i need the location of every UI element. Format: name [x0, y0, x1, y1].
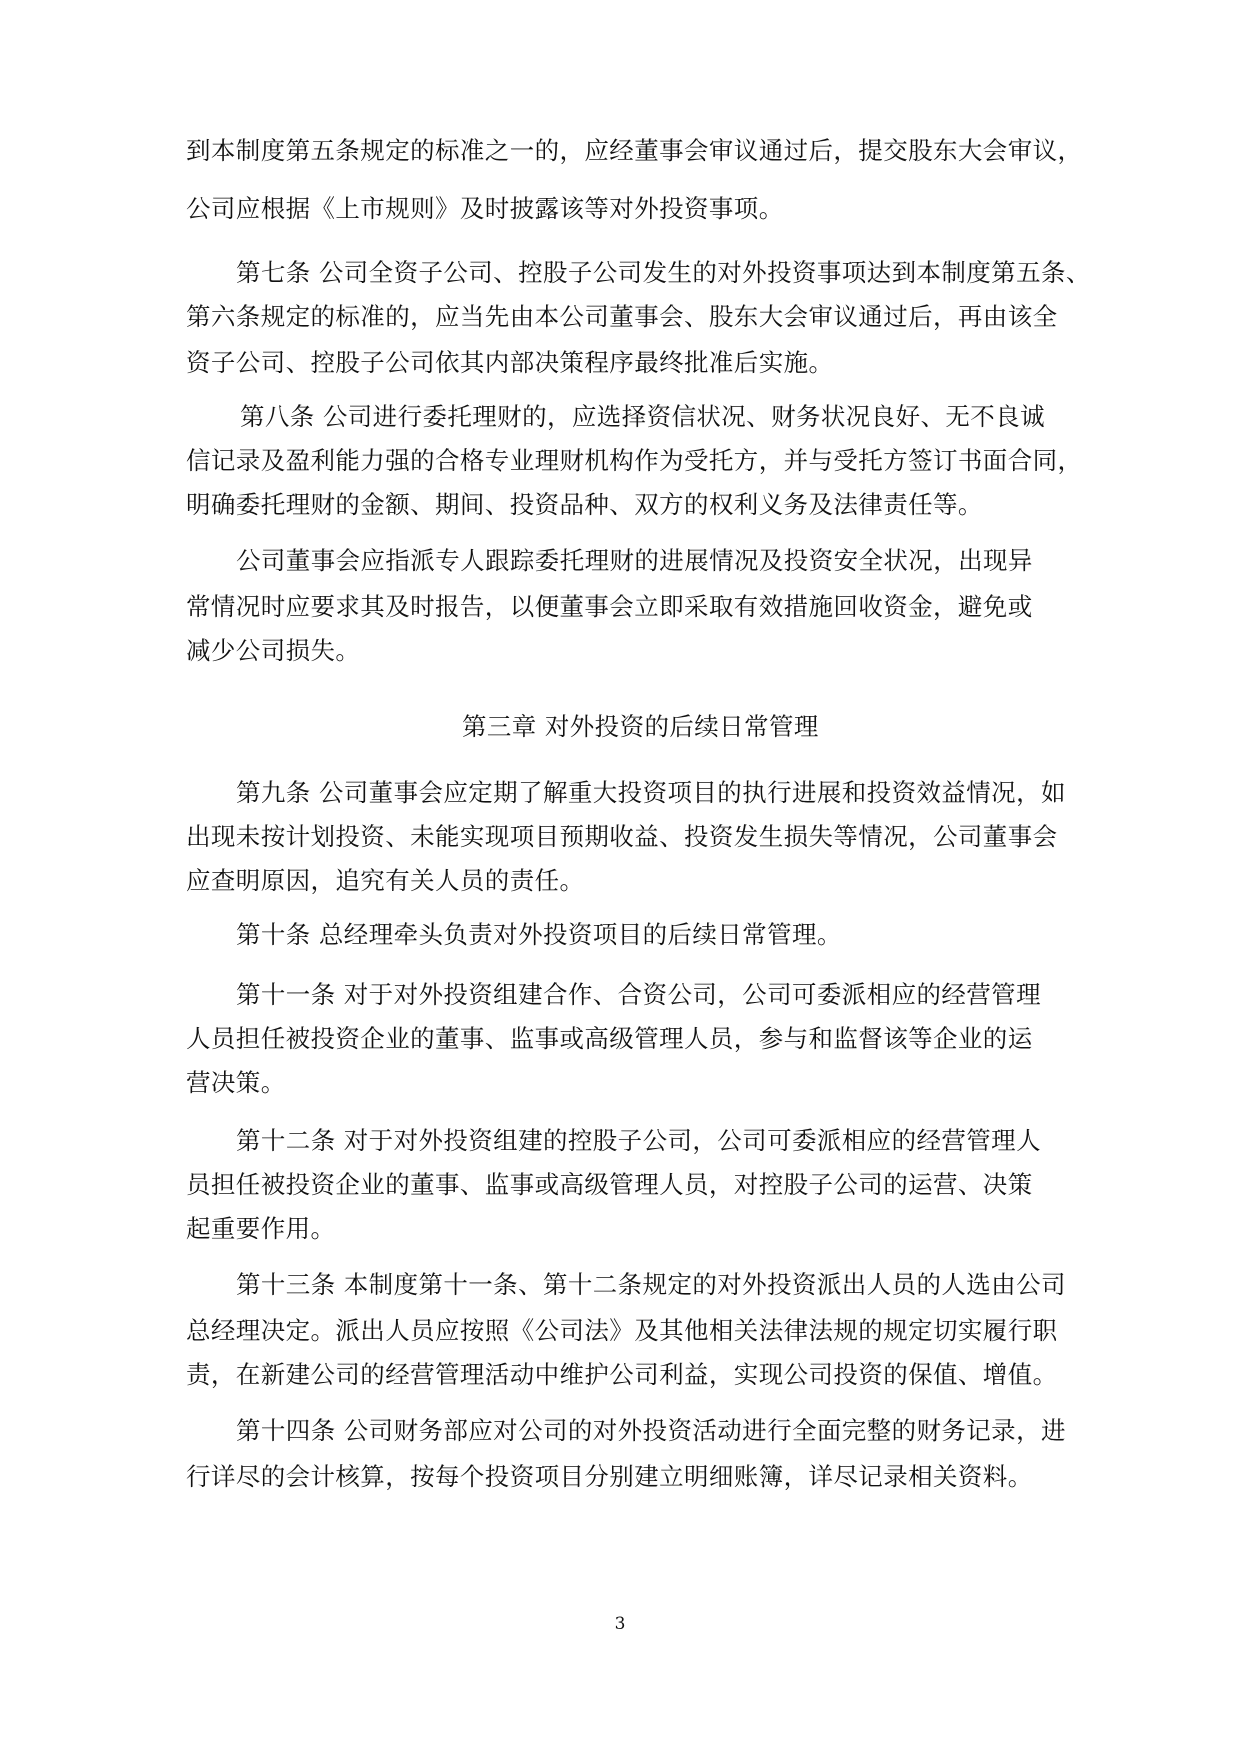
article-8-line: 第八条 公司进行委托理财的，应选择资信状况、财务状况良好、无不良诚 [240, 402, 1045, 431]
article-12-line: 员担任被投资企业的董事、监事或高级管理人员，对控股子公司的运营、决策 [186, 1170, 1033, 1199]
article-9-line: 应查明原因，追究有关人员的责任。 [186, 866, 585, 895]
article-9-line: 第九条 公司董事会应定期了解重大投资项目的执行进展和投资效益情况，如 [236, 778, 1066, 807]
paragraph-line: 公司应根据《上市规则》及时披露该等对外投资事项。 [186, 194, 784, 223]
article-13-line: 总经理决定。派出人员应按照《公司法》及其他相关法律法规的规定切实履行职 [186, 1316, 1058, 1345]
article-8-line: 信记录及盈利能力强的合格专业理财机构作为受托方，并与受托方签订书面合同， [186, 446, 1083, 475]
article-10-line: 第十条 总经理牵头负责对外投资项目的后续日常管理。 [236, 920, 842, 949]
paragraph-line: 减少公司损失。 [186, 636, 361, 665]
article-7-line: 第七条 公司全资子公司、控股子公司发生的对外投资事项达到本制度第五条、 [236, 258, 1091, 287]
article-11-line: 第十一条 对于对外投资组建合作、合资公司，公司可委派相应的经营管理 [236, 980, 1041, 1009]
article-13-line: 第十三条 本制度第十一条、第十二条规定的对外投资派出人员的人选由公司 [236, 1270, 1066, 1299]
article-14-line: 第十四条 公司财务部应对公司的对外投资活动进行全面完整的财务记录，进 [236, 1416, 1066, 1445]
article-12-line: 起重要作用。 [186, 1214, 336, 1243]
paragraph-line: 到本制度第五条规定的标准之一的，应经董事会审议通过后，提交股东大会审议， [186, 136, 1083, 165]
article-14-line: 行详尽的会计核算，按每个投资项目分别建立明细账簿，详尽记录相关资料。 [186, 1462, 1033, 1491]
article-7-line: 第六条规定的标准的，应当先由本公司董事会、股东大会审议通过后，再由该全 [186, 302, 1058, 331]
article-11-line: 营决策。 [186, 1068, 286, 1097]
article-13-line: 责，在新建公司的经营管理活动中维护公司利益，实现公司投资的保值、增值。 [186, 1360, 1058, 1389]
article-11-line: 人员担任被投资企业的董事、监事或高级管理人员，参与和监督该等企业的运 [186, 1024, 1033, 1053]
chapter-heading: 第三章 对外投资的后续日常管理 [462, 712, 819, 741]
page-number: 3 [614, 1614, 626, 1634]
paragraph-line: 常情况时应要求其及时报告，以便董事会立即采取有效措施回收资金，避免或 [186, 592, 1033, 621]
article-9-line: 出现未按计划投资、未能实现项目预期收益、投资发生损失等情况，公司董事会 [186, 822, 1058, 851]
paragraph-line: 公司董事会应指派专人跟踪委托理财的进展情况及投资安全状况，出现异 [236, 546, 1033, 575]
article-7-line: 资子公司、控股子公司依其内部决策程序最终批准后实施。 [186, 348, 834, 377]
article-12-line: 第十二条 对于对外投资组建的控股子公司，公司可委派相应的经营管理人 [236, 1126, 1041, 1155]
article-8-line: 明确委托理财的金额、期间、投资品种、双方的权利义务及法律责任等。 [186, 490, 983, 519]
